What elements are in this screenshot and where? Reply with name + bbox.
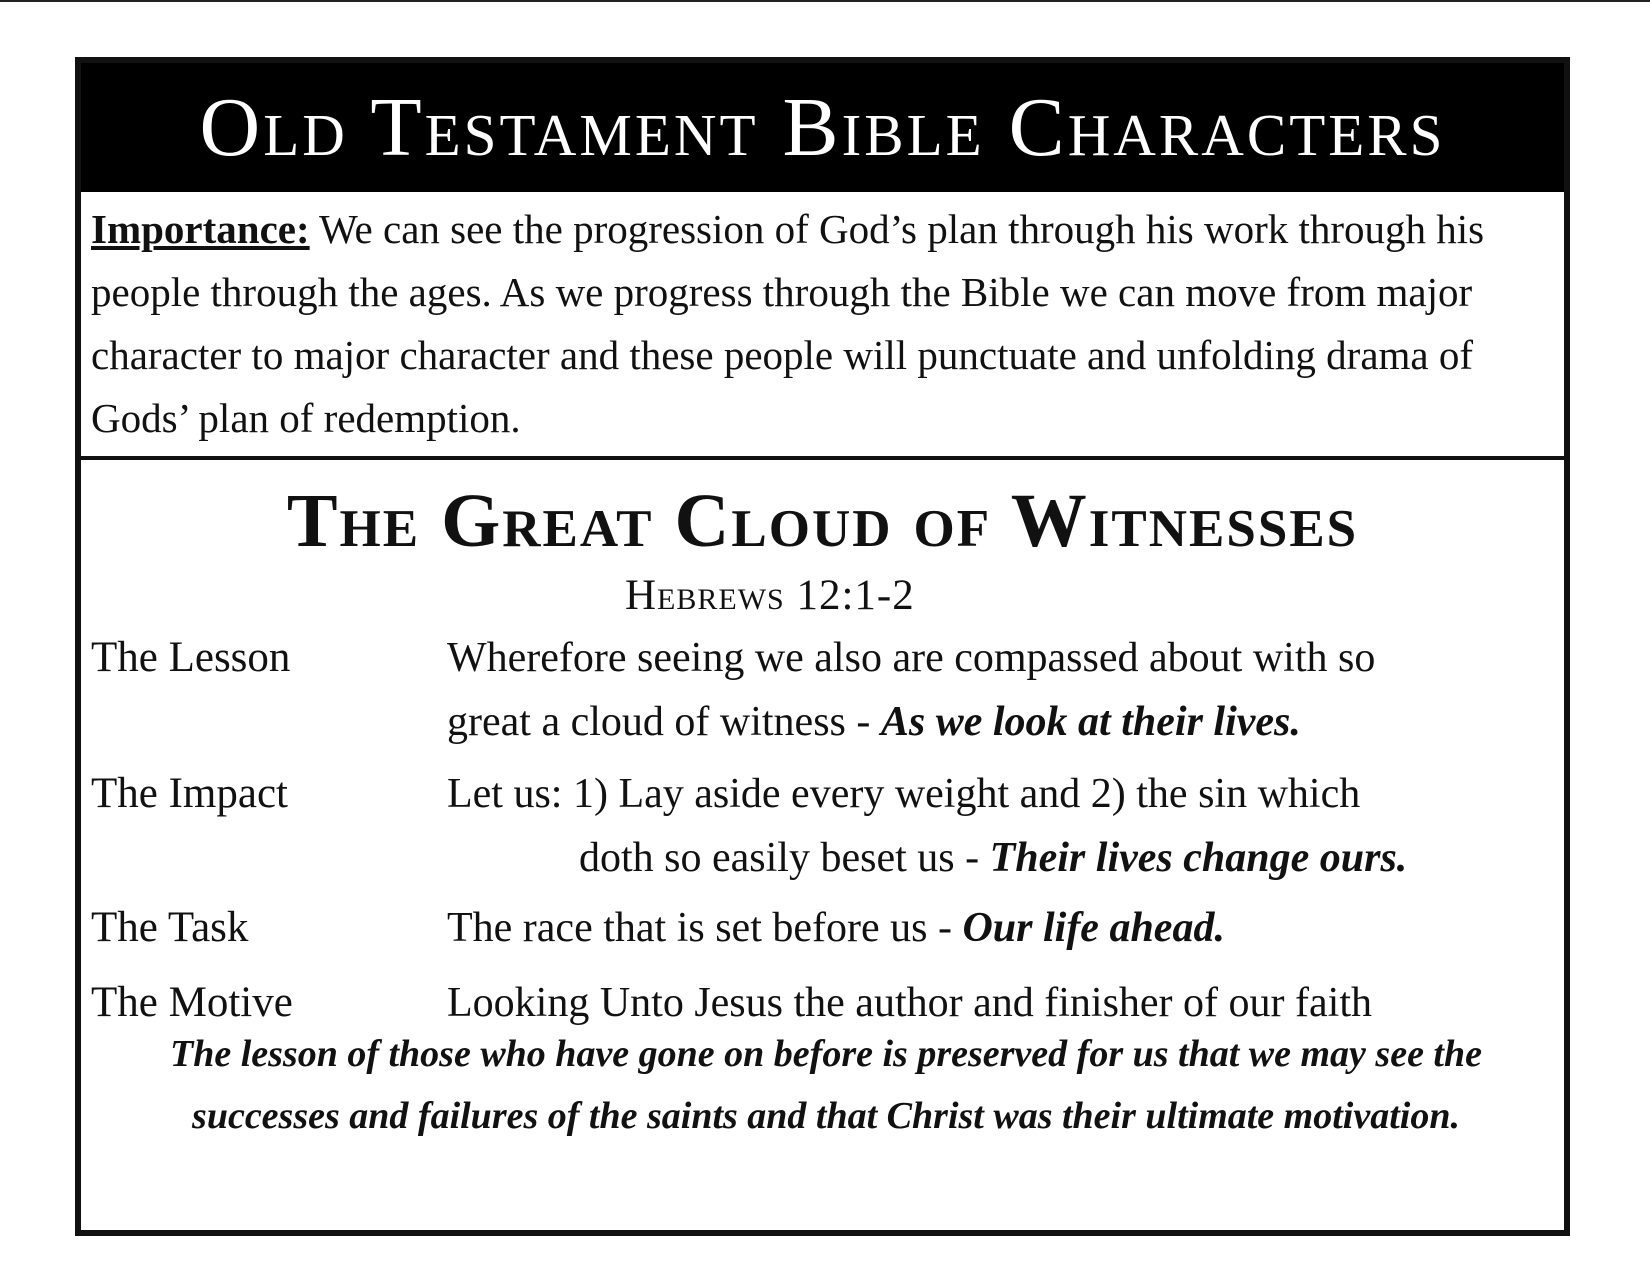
row-label-lesson: The Lesson: [91, 634, 291, 681]
row-text-line: Let us: 1) Lay aside every weight and 2) the sin which: [447, 771, 1361, 817]
row-text-emphasis: Our life ahead.: [962, 905, 1225, 951]
closing-line: successes and failures of the saints and that Christ was their ultimate motivation.: [192, 1095, 1460, 1137]
closing-statement: [91, 1023, 1561, 1147]
section-divider: [81, 456, 1564, 460]
row-text-line: Looking Unto Jesus the author and finisher of our faith: [447, 980, 1372, 1026]
importance-text: We can see the progression of God’s plan through his work through his people through the ages. As we progress through the Bible we can move from major character to major character and these people will punctuate and unfolding drama of Gods’ plan of redemption.: [91, 206, 1485, 441]
title-banner: [81, 63, 1564, 192]
row-text-line: [447, 896, 1225, 960]
row-label-impact: The Impact: [91, 770, 288, 817]
row-text-line: [447, 826, 1407, 890]
importance-paragraph: [91, 198, 1561, 450]
row-text-task: [447, 896, 1225, 960]
row-text-line: Wherefore seeing we also are compassed about with so: [447, 635, 1376, 681]
row-label-motive: The Motive: [91, 979, 293, 1026]
row-text-emphasis: Their lives change ours.: [989, 835, 1408, 881]
scripture-reference: Hebrews 12:1-2: [625, 572, 915, 619]
importance-label: Importance:: [91, 206, 310, 252]
row-text-plain: doth so easily beset us -: [579, 835, 990, 881]
closing-line: The lesson of those who have gone on before is preserved for us that we may see the: [169, 1033, 1482, 1075]
section-title: The Great Cloud of Witnesses: [286, 479, 1359, 563]
row-text-emphasis: As we look at their lives.: [880, 699, 1301, 745]
top-rule: [0, 0, 1650, 2]
row-text-plain: The race that is set before us -: [447, 905, 963, 951]
row-text-plain: great a cloud of witness -: [447, 699, 881, 745]
page-title: Old Testament Bible Characters: [199, 80, 1446, 174]
row-label-task: The Task: [91, 904, 249, 951]
row-text-line: [447, 690, 1375, 754]
row-text-lesson: [447, 626, 1375, 754]
document-card: [75, 57, 1570, 1236]
row-text-impact: [447, 762, 1407, 890]
